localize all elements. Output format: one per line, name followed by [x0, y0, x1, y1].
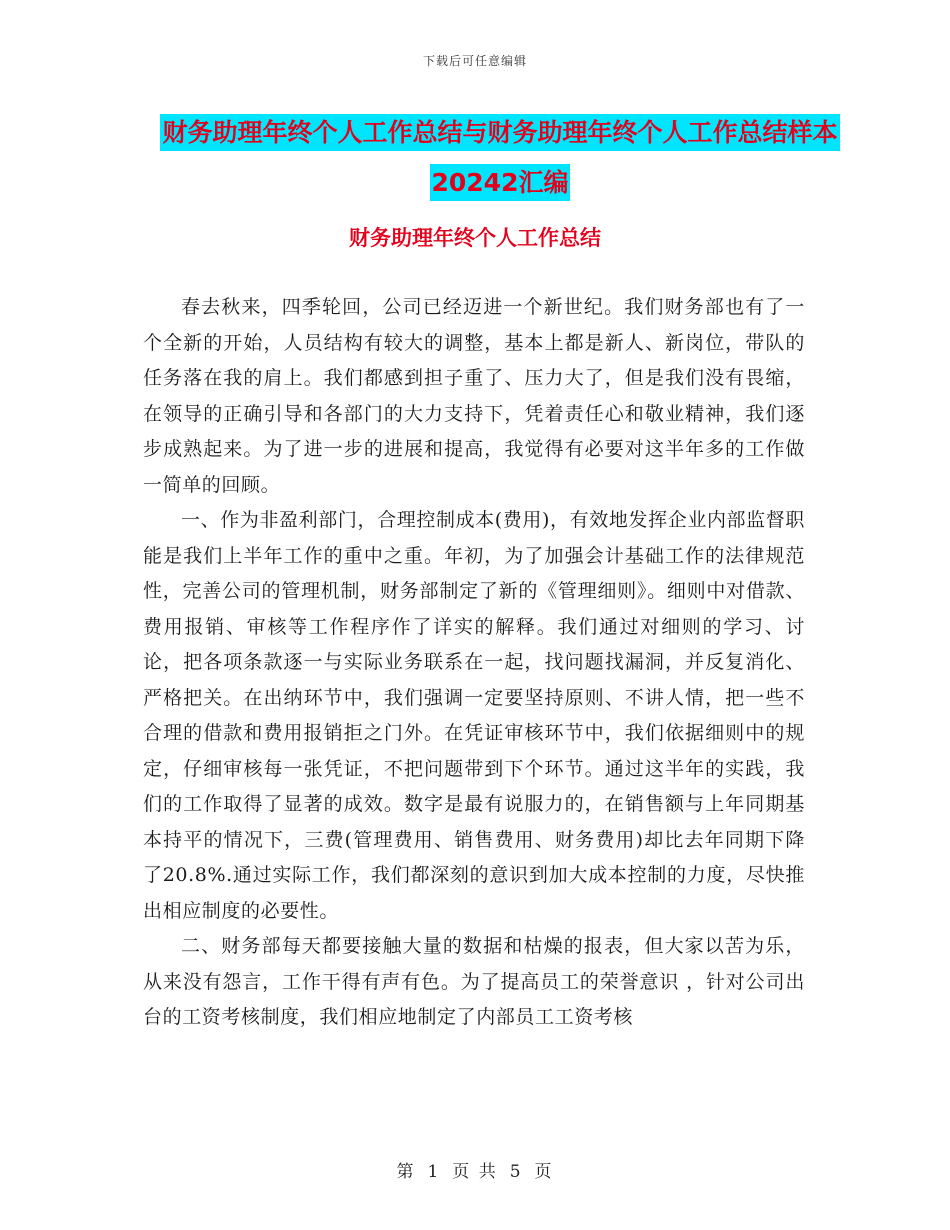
page-label-suffix: 页 — [534, 1162, 554, 1182]
document-body — [143, 290, 805, 1036]
page-label-mid: 页 共 — [452, 1162, 498, 1182]
page-current: 1 — [427, 1162, 441, 1182]
paragraph-intro: 春去秋来，四季轮回，公司已经迈进一个新世纪。我们财务部也有了一个全新的开始，人员结构有较大的调整，基本上都是新人、新岗位，带队的任务落在我的肩上。我们都感到担子重了、压力大了，但是我们没有畏缩，在领导的正确引导和各部门的大力支持下，凭着责任心和敬业精神，我们逐步成熟起来。为了进一步的进展和提高，我觉得有必要对这半年多的工作做一简单的回顾。 — [143, 296, 805, 496]
paragraph-salary-assessment: 二、财务部每天都要接触大量的数据和枯燥的报表，但大家以苦为乐，从来没有怨言，工作干得有声有色。为了提高员工的荣誉意识 ，针对公司出台的工资考核制度，我们相应地制定了内部员工工资考核 — [143, 935, 805, 1028]
header-note: 下载后可任意编辑 — [422, 54, 527, 68]
page-footer — [0, 1157, 950, 1182]
paragraph-cost-control: 一、作为非盈利部门，合理控制成本(费用)，有效地发挥企业内部监督职能是我们上半年工作的重中之重。年初，为了加强会计基础工作的法律规范性，完善公司的管理机制，财务部制定了新的《管理细则》。细则中对借款、费用报销、审核等工作程序作了详实的解释。我们通过对细则的学习、讨论，把各项条款逐一与实际业务联系在一起，找问题找漏洞，并反复消化、严格把关。在出纳环节中，我们强调一定要坚持原则、不讲人情，把一些不合理的借款和费用报销拒之门外。在凭证审核环节中，我们依据细则中的规定，仔细审核每一张凭证，不把问题带到下个环节。通过这半年的实践，我们的工作取得了显著的成效。数字是最有说服力的，在销售额与上年同期基本持平的情况下，三费(管理费用、销售费用、财务费用)却比去年同期下降了20.8%.通过实际工作，我们都深刻的意识到加大成本控制的力度，尽快推出相应制度的必要性。 — [143, 509, 805, 922]
document-title-text: 财务助理年终个人工作总结与财务助理年终个人工作总结样本20242汇编 — [160, 114, 839, 201]
document-title — [140, 108, 860, 208]
page-label-prefix: 第 — [396, 1162, 416, 1182]
section-title: 财务助理年终个人工作总结 — [349, 226, 601, 250]
page-total: 5 — [509, 1162, 523, 1182]
